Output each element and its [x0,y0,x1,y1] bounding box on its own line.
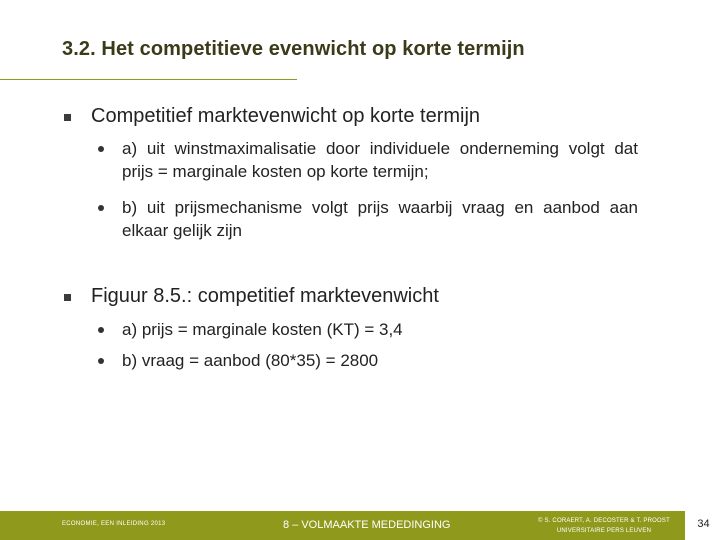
footer-bar [0,511,720,540]
list-item [98,349,638,372]
section-heading: Competitief marktevenwicht op korte termijn [91,105,481,127]
dot-bullet-icon [98,327,104,333]
dot-bullet-icon [98,358,104,364]
footer-publisher: UNIVERSITAIRE PERS LEUVEN [556,528,652,534]
list-item [98,137,638,183]
list-item-text: a) prijs = marginale kosten (KT) = 3,4 [122,320,403,339]
section-heading: Figuur 8.5.: competitief marktevenwicht [91,285,439,307]
list-item-text: b) vraag = aanbod (80*35) = 2800 [122,351,379,370]
dot-bullet-icon [98,205,104,211]
list-item-text: b) uit prijsmechanisme volgt prijs waarbij vraag en aanbod aan elkaar gelijk zijn [122,198,638,240]
footer-chapter: 8 – VOLMAAKTE MEDEDINGING [283,519,451,531]
square-bullet-icon [64,294,71,301]
dot-bullet-icon [98,146,104,152]
list-item [98,196,638,242]
footer-copyright [538,516,670,536]
list-item-text: a) uit winstmaximalisatie door individuele onderneming volgt dat prijs = marginale kosten op korte termijn; [122,139,638,181]
list-item [98,318,638,341]
square-bullet-icon [64,114,71,121]
page-number-box [683,511,720,540]
footer-authors: © S. CORAERT, A. DECOSTER & T. PROOST [538,518,670,524]
slide-title: 3.2. Het competitieve evenwicht op korte termijn [62,38,525,60]
footer-book-title: ECONOMIE, EEN INLEIDING 2013 [62,521,166,527]
title-underline [0,79,297,80]
page-number: 34 [697,518,710,530]
